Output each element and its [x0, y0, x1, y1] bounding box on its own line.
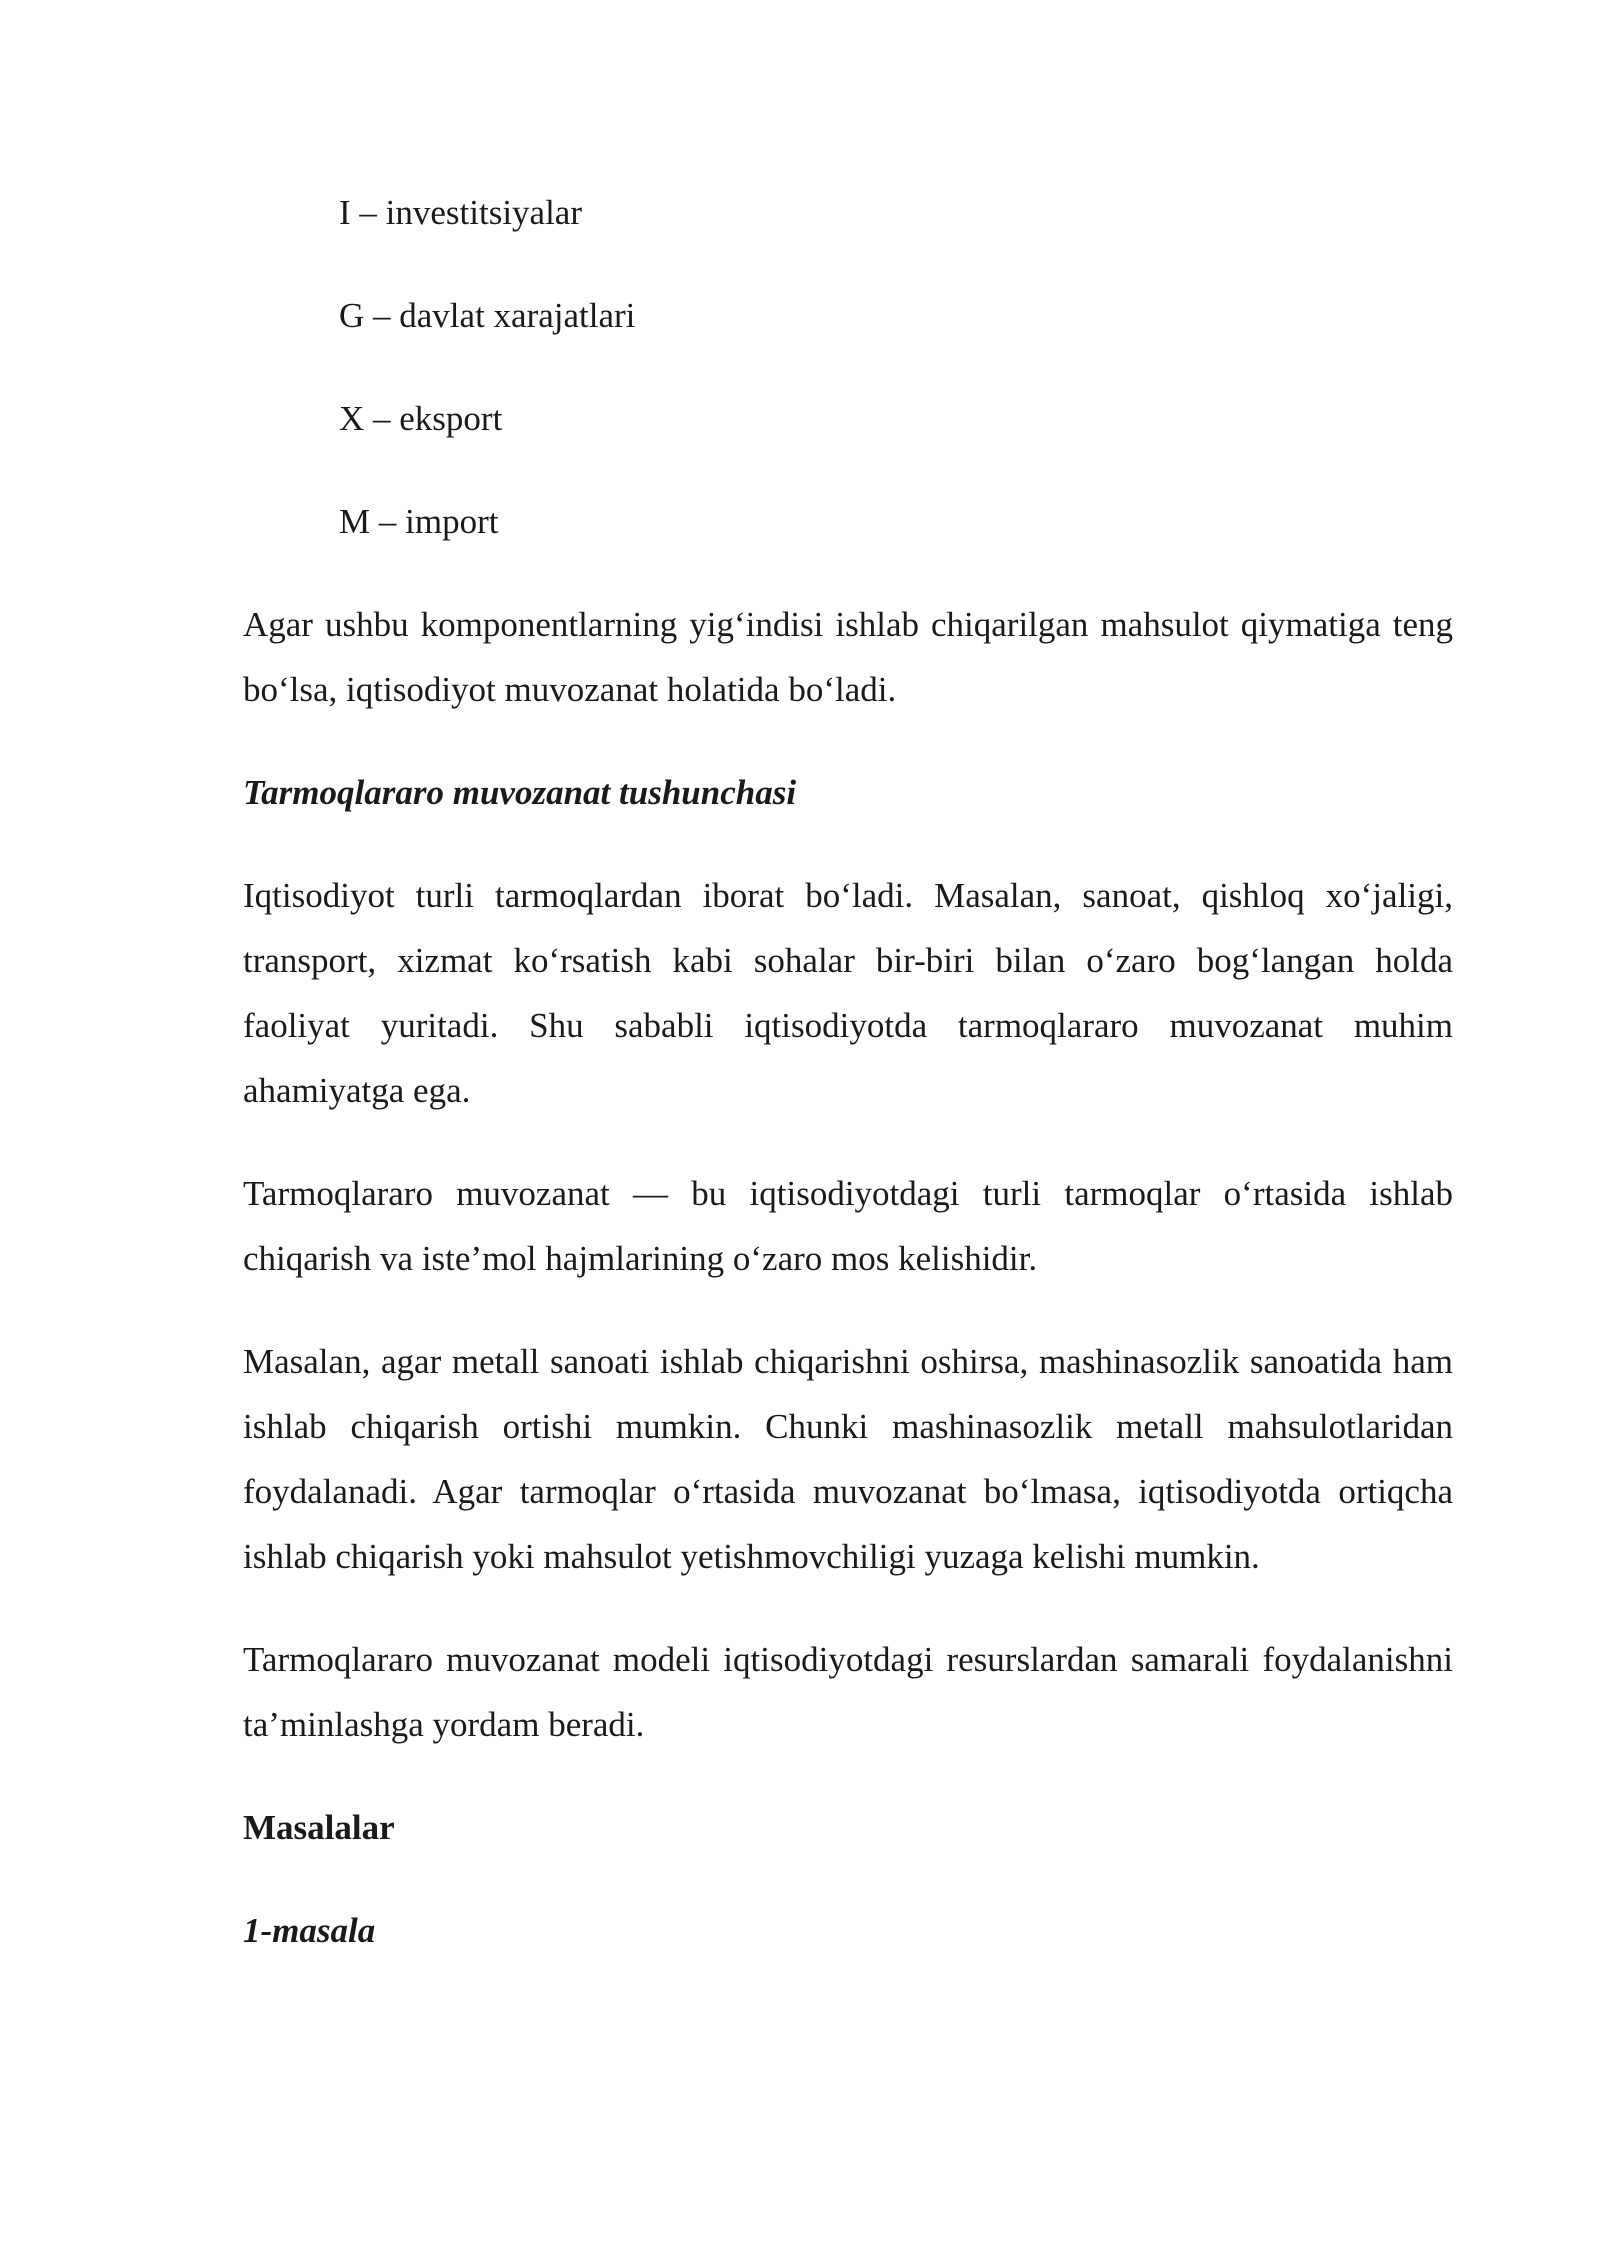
section-heading-intersectoral-balance: Tarmoqlararo muvozanat tushunchasi — [243, 773, 797, 812]
section-heading-problems: Masalalar — [243, 1808, 395, 1847]
paragraph-economy-sectors: Iqtisodiyot turli tarmoqlardan iborat bo‘ladi. Masalan, sanoat, qishloq xo‘jaligi, transport, xizmat ko‘rsatish kabi sohalar bir-biri bilan o‘zaro bog‘langan holda faoliyat yuritadi. Shu sababli iqtisodiyotda tarmoqlararo muvozanat muhim ahamiyatga ega. — [243, 876, 1453, 1110]
definition-export: X – eksport — [339, 399, 503, 438]
paragraph-definition-intersectoral-balance: Tarmoqlararo muvozanat — bu iqtisodiyotdagi turli tarmoqlar o‘rtasida ishlab chiqarish va iste’mol hajmlarining o‘zaro mos kelishidir. — [243, 1174, 1453, 1278]
definition-investments: I – investitsiyalar — [339, 193, 583, 232]
problem-heading-1: 1-masala — [243, 1911, 376, 1950]
paragraph-model-purpose: Tarmoqlararo muvozanat modeli iqtisodiyotdagi resurslardan samarali foydalanishni ta’minlashga yordam beradi. — [243, 1640, 1453, 1744]
document-body — [243, 180, 1453, 2001]
paragraph-example-metal-industry: Masalan, agar metall sanoati ishlab chiqarishni oshirsa, mashinasozlik sanoatida ham ishlab chiqarish ortishi mumkin. Chunki mashinasozlik metall mahsulotlaridan foydalanadi. Agar tarmoqlar o‘rtasida muvozanat bo‘lmasa, iqtisodiyotda ortiqcha ishlab chiqarish yoki mahsulot yetishmovchiligi yuzaga kelishi mumkin. — [243, 1342, 1453, 1576]
definition-government-spending: G – davlat xarajatlari — [339, 296, 636, 335]
definition-import: M – import — [339, 502, 499, 541]
paragraph-equilibrium-condition: Agar ushbu komponentlarning yig‘indisi ishlab chiqarilgan mahsulot qiymatiga teng bo‘lsa, iqtisodiyot muvozanat holatida bo‘ladi. — [243, 605, 1453, 709]
